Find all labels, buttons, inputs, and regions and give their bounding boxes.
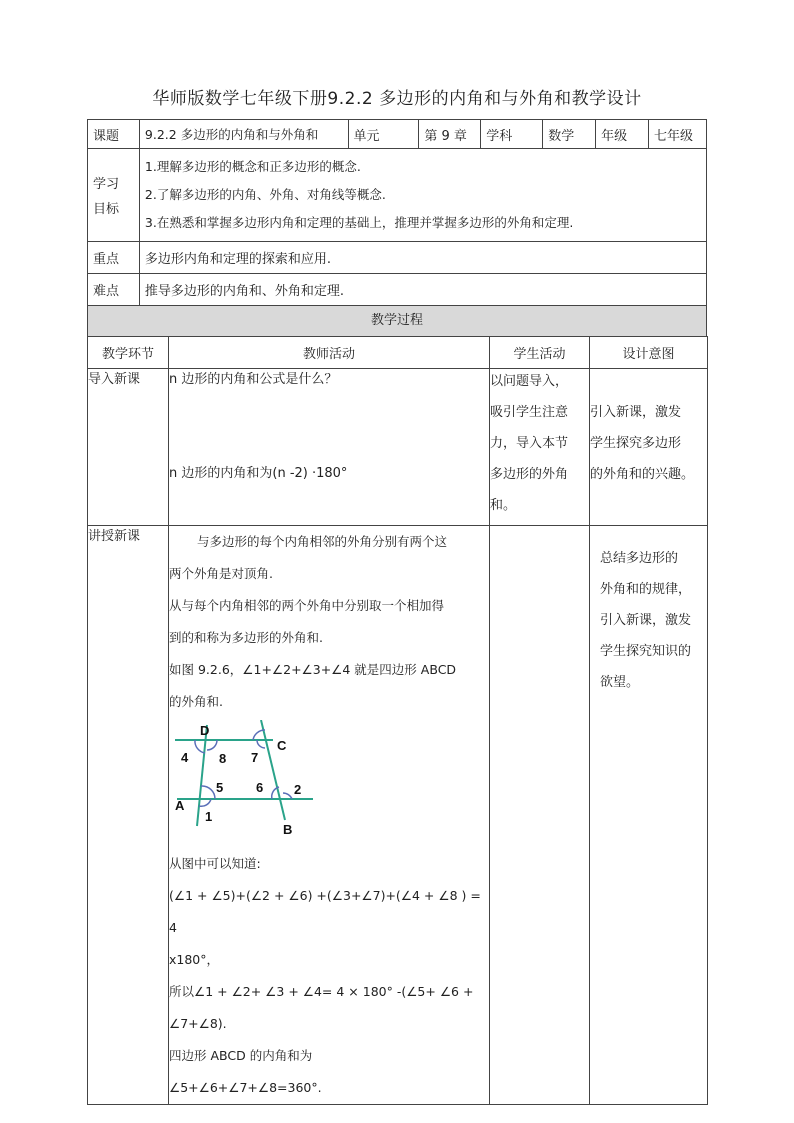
angle-label-2: 2 <box>294 782 302 797</box>
grade-label: 年级 <box>596 120 649 149</box>
table-row <box>88 369 708 526</box>
goal-item: 1.理解多边形的概念和正多边形的概念. <box>144 159 361 174</box>
page-title: 华师版数学七年级下册9.2.2 多边形的内角和与外角和教学设计 <box>152 89 642 109</box>
angle-label-4: 4 <box>181 750 189 765</box>
topic-value: 9.2.2 多边形的内角和与外角和 <box>139 120 348 149</box>
line-bc <box>261 720 285 820</box>
topic-label: 课题 <box>88 120 140 149</box>
column-header: 学生活动 <box>490 337 590 369</box>
figure-svg <box>171 720 331 840</box>
unit-label: 单元 <box>348 120 419 149</box>
teacher-line: 四边形 ABCD 的内角和为 <box>169 1048 313 1063</box>
teacher-line: ∠7+∠8). <box>169 1016 227 1031</box>
teacher-line: ∠5+∠6+∠7+∠8=360°. <box>169 1080 322 1095</box>
teacher-cell <box>169 369 490 526</box>
stage-cell <box>88 526 169 1105</box>
stage-label: 导入新课 <box>88 372 141 387</box>
column-header: 教师活动 <box>169 337 490 369</box>
teacher-line: 从与每个内角相邻的两个外角中分别取一个相加得 <box>169 598 445 613</box>
process-heading: 教学过程 <box>87 305 707 337</box>
intent-line: 学生探究知识的 <box>600 644 692 659</box>
subject-value: 数学 <box>543 120 596 149</box>
goals-label-line2: 目标 <box>93 202 120 217</box>
student-line: 以问题导入， <box>490 374 569 389</box>
angle-label-7: 7 <box>251 750 259 765</box>
goal-item: 3.在熟悉和掌握多边形内角和定理的基础上，推理并掌握多边形的外角和定理. <box>144 215 574 230</box>
difficulty-value: 推导多边形的内角和、外角和定理. <box>139 274 706 306</box>
intent-cell <box>590 369 708 526</box>
intent-line: 总结多边形的 <box>600 551 679 566</box>
teacher-line: 到的和称为多边形的外角和. <box>169 630 323 645</box>
column-header: 设计意图 <box>590 337 708 369</box>
arc-8 <box>207 740 217 750</box>
teacher-line: x180°， <box>169 952 220 967</box>
intent-line: 的外角和的兴趣。 <box>590 467 695 482</box>
vertex-label-a: A <box>175 798 185 813</box>
student-line: 多边形的外角 <box>490 467 569 482</box>
goals-content <box>139 149 706 242</box>
intent-line: 欲望。 <box>600 675 640 690</box>
angle-label-5: 5 <box>216 780 224 795</box>
teacher-line: 所以∠1 + ∠2+ ∠3 + ∠4= 4 × 180° -(∠5+ ∠6 + <box>169 984 474 999</box>
grade-value: 七年级 <box>649 120 707 149</box>
key-value: 多边形内角和定理的探索和应用. <box>139 242 706 274</box>
table-row <box>88 526 708 1105</box>
column-header: 教学环节 <box>88 337 169 369</box>
intent-line: 学生探究多边形 <box>590 436 682 451</box>
teacher-line: 的外角和. <box>169 694 223 709</box>
goal-item: 2.了解多边形的内角、外角、对角线等概念. <box>144 187 386 202</box>
angle-label-1: 1 <box>205 809 213 824</box>
angle-label-6: 6 <box>256 780 264 795</box>
vertex-label-d: D <box>200 723 210 738</box>
teacher-line: 从图中可以知道: <box>169 856 261 871</box>
goals-label-line1: 学习 <box>93 177 120 192</box>
student-line: 和。 <box>490 498 517 513</box>
subject-label: 学科 <box>481 120 543 149</box>
stage-label: 讲授新课 <box>88 529 141 544</box>
student-cell <box>490 369 590 526</box>
angle-label-8: 8 <box>219 751 227 766</box>
arc-5 <box>201 786 215 799</box>
stage-cell <box>88 369 169 526</box>
difficulty-label: 难点 <box>88 274 140 306</box>
vertex-label-b: B <box>283 822 293 837</box>
quadrilateral-figure <box>171 720 489 844</box>
intent-line: 引入新课，激发 <box>600 613 692 628</box>
info-table <box>87 119 707 306</box>
student-line: 力，导入本节 <box>490 436 569 451</box>
student-line: 吸引学生注意 <box>490 405 569 420</box>
key-label: 重点 <box>88 242 140 274</box>
arc-1 <box>199 799 211 806</box>
intent-line: 引入新课，激发 <box>590 405 682 420</box>
intent-cell <box>590 526 708 1105</box>
teacher-cell <box>169 526 490 1105</box>
teacher-line: n 边形的内角和为(n -2) ·180° <box>169 466 348 481</box>
figure-lines <box>175 720 313 826</box>
teacher-line: 两个外角是对顶角. <box>169 566 273 581</box>
arc-7 <box>257 740 265 748</box>
intent-line: 外角和的规律， <box>600 582 692 597</box>
teacher-line: 如图 9.2.6，∠1+∠2+∠3+∠4 就是四边形 ABCD <box>169 662 457 677</box>
process-table <box>87 336 708 1105</box>
teacher-line: (∠1 + ∠5)+(∠2 + ∠6) +(∠3+∠7)+(∠4 + ∠8 ) = 4 <box>169 888 481 935</box>
vertex-label-c: C <box>277 738 287 753</box>
teacher-line: n 边形的内角和公式是什么？ <box>169 372 338 387</box>
student-cell <box>490 526 590 1105</box>
goals-label <box>88 149 140 242</box>
unit-value: 第 9 章 <box>419 120 481 149</box>
teacher-line: 与多边形的每个内角相邻的外角分别有两个这 <box>197 534 448 549</box>
